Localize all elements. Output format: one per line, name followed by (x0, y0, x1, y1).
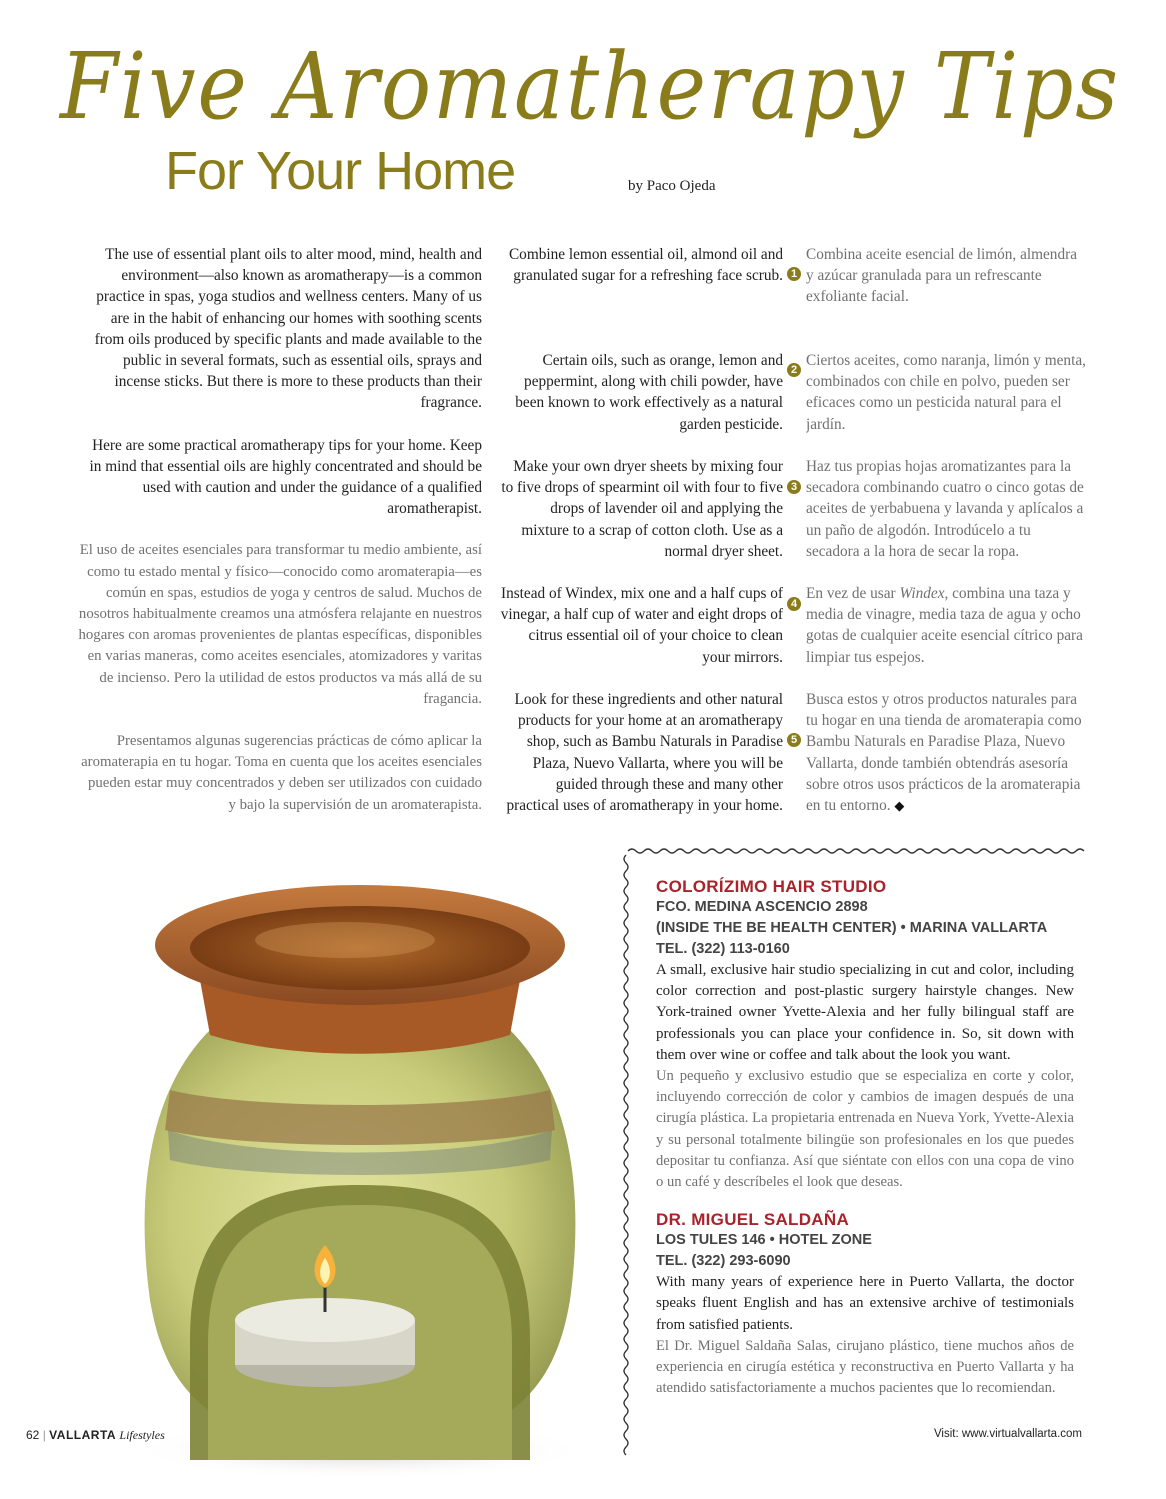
page-footer (26, 1428, 165, 1443)
intro-es-paragraph: Presentamos algunas sugerencias prácticas de cómo aplicar la aromaterapia en tu hogar. Toma en cuenta que los aceites esenciales pueden estar muy concentrados y deben ser utilizados con cuidado y bajo la supervisión de un aromaterapista. (81, 733, 482, 813)
article-title-text: Five Aromatherapy Tips (58, 33, 1121, 140)
intro-en-paragraph: The use of essential plant oils to alter mood, mind, health and environment—also known as aromatherapy—is a common practice in spas, yoga studios and wellness centers. Many of us are in the habit of enhancing our homes with soothing scents from oils produced by specific plants and made available to the public in several formats, such as essential oils, sprays and incense sticks. But there is more to these products than their fragrance. (94, 246, 482, 412)
tip-number-badge: 1 (787, 267, 801, 281)
byline: by Paco Ojeda (628, 178, 716, 194)
tip-number-badge: 2 (787, 363, 801, 377)
listing-phone: TEL. (322) 293-6090 (656, 1253, 791, 1270)
tip-es (806, 689, 1086, 839)
page-number: 62 (26, 1428, 40, 1442)
listing-description-es: El Dr. Miguel Saldaña Salas, cirujano plástico, tiene muchos años de experiencia en cirugía estética y reconstructiva en Puerto Vallarta y ha atendido satisfactoriamente a muchos pacientes que lo recomiendan. (656, 1337, 1074, 1397)
article-title (50, 18, 1130, 158)
listing-description-es: Un pequeño y exclusivo estudio que se especializa en corte y color, incluyendo corrección de color y cambios de imagen después de una cirugía plástica. La propietaria entrenada en Nueva York, Yvette-Alexia y su personal totalmente bilingüe son profesionales en los que puedes depositar tu confianza. Así que siéntate con ellos con una copa de vino o un café y descríbeles el look que deseas. (656, 1068, 1074, 1191)
tip-en: Make your own dryer sheets by mixing four to five drops of spearmint oil with four to five drops of lavender oil and applying the mixture to a scrap of cotton cloth. Use as a normal dryer sheet. (501, 458, 783, 560)
listing-address-line: LOS TULES 146 • HOTEL ZONE (656, 1232, 872, 1249)
listings-content (656, 877, 1074, 1399)
end-mark-icon: ◆ (894, 798, 905, 814)
intro-es-paragraph: El uso de aceites esenciales para transformar tu medio ambiente, así como tu estado mental y físico—conocido como aromaterapia—es común en spas, estudios de yoga y centros de salud. Muchos de nosotros habitualmente creamos una atmósfera relajante en nuestros hogares con aromas provenientes de plantas específicas, disponibles en varias maneras, como aceites esenciales, atomizadores y varitas de incienso. Pero la utilidad de estos productos va más allá de su fragancia. (78, 542, 482, 707)
listing-description-en: A small, exclusive hair studio specializing in cut and color, including color correction and post-plastic surgery hairstyle changes. New York-trained owner Yvette-Alexia and her fully bilingual staff are professionals you can place your confidence in. So, sit down with them over wine or coffee and talk about the look you want. (656, 962, 1074, 1063)
listing-description-en: With many years of experience here in Puerto Vallarta, the doctor speaks fluent English and has an extensive archive of testimonials from satisfied patients. (656, 1274, 1074, 1333)
tip-es-prefix: En vez de usar (806, 585, 900, 602)
website-link[interactable]: Visit: www.virtualvallarta.com (933, 1428, 1082, 1440)
intro-en-paragraph: Here are some practical aromatherapy tips for your home. Keep in mind that essential oils are highly concentrated and should be used with caution and under the guidance of a qualified aromatherapist. (89, 436, 482, 518)
magazine-brand: VALLARTA (49, 1428, 117, 1442)
tip-en: Look for these ingredients and other natural products for your home at an aromatherapy shop, such as Bambu Naturals in Paradise Plaza, Nuevo Vallarta, where you will be guided through these and many other practical uses of aromatherapy in your home. (506, 691, 783, 815)
tip-en: Certain oils, such as orange, lemon and peppermint, along with chili powder, have been known to work effectively as a natural garden pesticide. (515, 352, 783, 433)
listings-box (620, 845, 1086, 1480)
tip-es: Haz tus propias hojas aromatizantes para la secadora combinando cuatro o cinco gotas de aceites de yerbabuena y lavanda y aplícalos a un paño de algodón. Introdúcelo a tu secadora a la hora de secar la ropa. (806, 458, 1084, 560)
listing-name: COLORÍZIMO HAIR STUDIO (656, 877, 887, 896)
tip-number-badge: 4 (787, 597, 801, 611)
footer-separator: | (42, 1428, 46, 1442)
tips-es-column (806, 244, 1086, 859)
listing-address-line: (INSIDE THE BE HEALTH CENTER) • MARINA VALLARTA (656, 920, 1048, 936)
magazine-brand-sub: Lifestyles (119, 1428, 165, 1442)
article-subtitle: For Your Home (165, 141, 516, 201)
tip-es: Ciertos aceites, como naranja, limón y menta, combinados con chile en polvo, pueden ser eficaces como un pesticida natural para el jardín. (806, 352, 1086, 433)
tip-es (806, 583, 1086, 669)
tip-es-text: combina una taza y media de vinagre, media taza de agua y ocho gotas de cualquier aceite esencial cítrico para limpiar tus espejos. (806, 585, 1083, 666)
tip-en: Instead of Windex, mix one and a half cups of vinegar, a half cup of water and eight drops of citrus essential oil of your choice to clean your mirrors. (500, 585, 783, 666)
tip-number-badge: 3 (787, 480, 801, 494)
tip-es-text: Busca estos y otros productos naturales para tu hogar en una tienda de aromaterapia como Bambu Naturals en Paradise Plaza, Nuevo Vallarta, donde también obtendrás asesoría sobre otros usos prácticos de la aromaterapia en tu entorno. (806, 691, 1082, 815)
tip-en: Combine lemon essential oil, almond oil and granulated sugar for a refreshing face scrub. (508, 246, 783, 285)
tips-en-column (500, 244, 783, 859)
listing-name: DR. MIGUEL SALDAÑA (656, 1210, 850, 1230)
oil-burner-photo (130, 860, 590, 1480)
tip-es-brand: Windex, (899, 585, 949, 602)
tip-es: Combina aceite esencial de limón, almendra y azúcar granulada para un refrescante exfoliante facial. (806, 246, 1077, 306)
intro-column (78, 244, 482, 837)
listing-phone: TEL. (322) 113-0160 (656, 941, 790, 957)
tip-number-badge: 5 (787, 733, 801, 747)
listing-address-line: FCO. MEDINA ASCENCIO 2898 (656, 899, 868, 915)
